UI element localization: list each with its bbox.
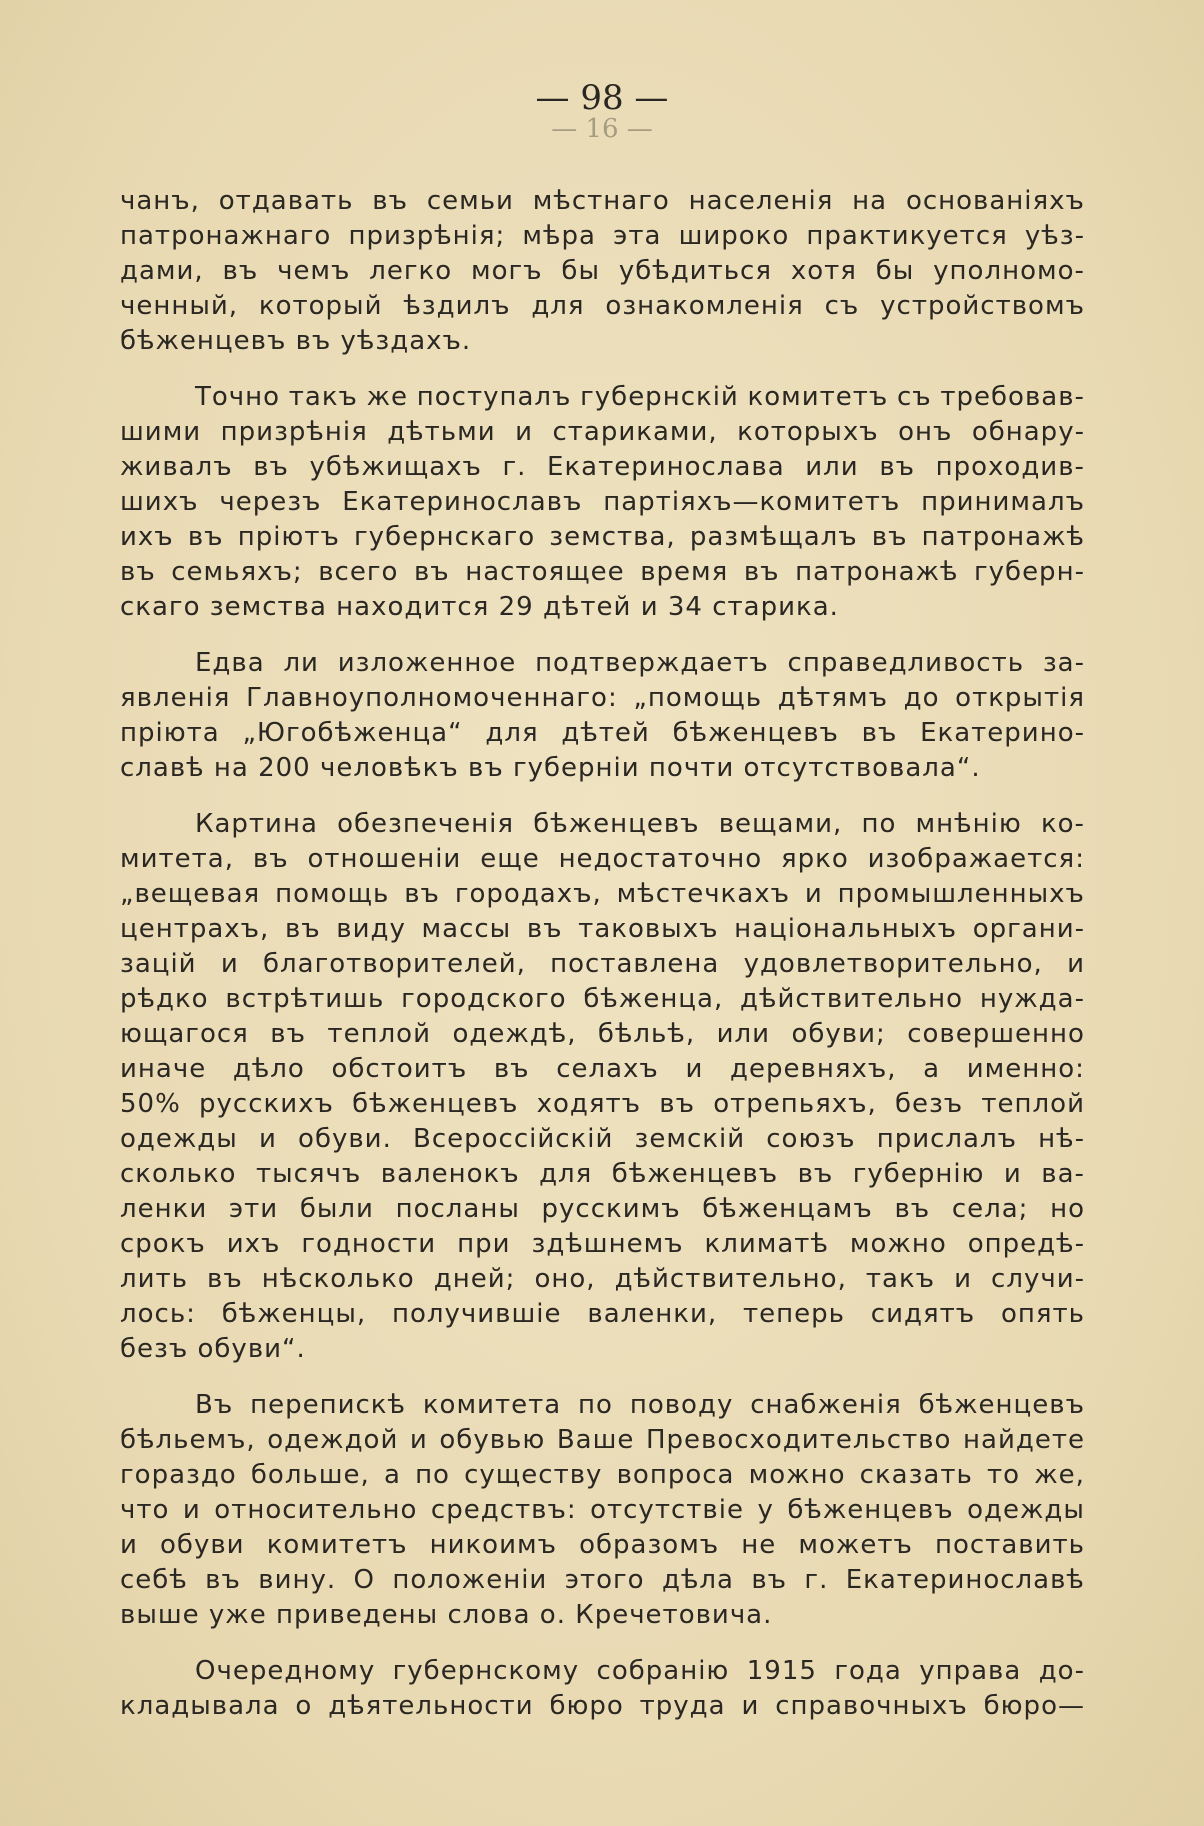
text-line: пріюта „Югобѣженца“ для дѣтей бѣженцевъ въ Екатерино- [120,718,1085,748]
text-line: кладывала о дѣятельности бюро труда и справочныхъ бюро— [120,1691,1085,1721]
paragraph-gap [120,625,1085,646]
text-line: и обуви комитетъ никоимъ образомъ не можетъ поставить [120,1530,1085,1560]
text-line: митета, въ отношеніи еще недостаточно ярко изображается: [120,844,1085,874]
text-line: одежды и обуви. Всероссійскій земскій союзъ прислалъ нѣ- [120,1124,1085,1154]
text-line: дами, въ чемъ легко могъ бы убѣдиться хотя бы уполномо- [120,256,1085,286]
text-line: гораздо больше, а по существу вопроса можно сказать то же, [120,1460,1085,1490]
text-line: рѣдко встрѣтишь городского бѣженца, дѣйствительно нужда- [120,984,1085,1014]
text-line: славѣ на 200 человѣкъ въ губерніи почти отсутствовала“. [120,753,981,783]
text-line: сколько тысячъ валенокъ для бѣженцевъ въ губернію и ва- [120,1159,1085,1189]
paragraph [120,1654,1085,1724]
paragraph-gap [120,786,1085,807]
text-line: срокъ ихъ годности при здѣшнемъ климатѣ можно опредѣ- [120,1229,1085,1259]
paragraph [120,380,1085,625]
text-line: чанъ, отдавать въ семьи мѣстнаго населенія на основаніяхъ [120,186,1085,216]
text-line: иначе дѣло обстоитъ въ селахъ и деревняхъ, а именно: [120,1054,1085,1084]
text-line: Картина обезпеченія бѣженцевъ вещами, по мнѣнію ко- [195,809,1085,839]
text-line: что и относительно средствъ: отсутствіе у бѣженцевъ одежды [120,1495,1085,1525]
text-line: ченный, который ѣздилъ для ознакомленія съ устройствомъ [120,291,1085,321]
text-line: скаго земства находится 29 дѣтей и 34 старика. [120,592,839,622]
text-line: патронажнаго призрѣнія; мѣра эта широко практикуется уѣз- [120,221,1085,251]
text-line: 50% русскихъ бѣженцевъ ходятъ въ отрепьяхъ, безъ теплой [120,1089,1085,1119]
paragraph-gap [120,359,1085,380]
text-line: центрахъ, въ виду массы въ таковыхъ національныхъ органи- [120,914,1085,944]
text-line: безъ обуви“. [120,1334,306,1364]
text-line: выше уже приведены слова о. Кречетовича. [120,1600,773,1630]
text-line: ющагося въ теплой одеждѣ, бѣльѣ, или обуви; совершенно [120,1019,1085,1049]
text-line: бѣльемъ, одеждой и обувью Ваше Превосходительство найдете [120,1425,1085,1455]
text-line: себѣ въ вину. О положеніи этого дѣла въ г. Екатеринославѣ [120,1565,1085,1595]
paragraph [120,646,1085,786]
text-line: Точно такъ же поступалъ губернскій комитетъ съ требовав- [195,382,1085,412]
text-line: ленки эти были посланы русскимъ бѣженцамъ въ села; но [120,1194,1085,1224]
text-line: Едва ли изложенное подтверждаетъ справедливость за- [195,648,1085,678]
text-line: Очередному губернскому собранію 1915 года управа до- [195,1656,1085,1686]
page-number: — 98 — [535,78,669,118]
text-line: Въ перепискѣ комитета по поводу снабженія бѣженцевъ [195,1390,1085,1420]
body-text [120,184,1085,1724]
paragraph-gap [120,1633,1085,1654]
text-line: въ семьяхъ; всего въ настоящее время въ патронажѣ губерн- [120,557,1085,587]
text-line: живалъ въ убѣжищахъ г. Екатеринослава или въ проходив- [120,452,1085,482]
ghost-page-number: — 16 — [551,114,653,144]
text-line: явленія Главноуполномоченнаго: „помощь дѣтямъ до открытія [120,683,1085,713]
paragraph [120,807,1085,1367]
text-line: зацій и благотворителей, поставлена удовлетворительно, и [120,949,1085,979]
paragraph [120,184,1085,359]
text-line: „вещевая помощь въ городахъ, мѣстечкахъ и промышленныхъ [120,879,1085,909]
paragraph-gap [120,1367,1085,1388]
text-line: бѣженцевъ въ уѣздахъ. [120,326,472,356]
text-line: шими призрѣнія дѣтьми и стариками, которыхъ онъ обнару- [120,417,1085,447]
text-line: лось: бѣженцы, получившіе валенки, теперь сидятъ опять [120,1299,1085,1329]
text-line: лить въ нѣсколько дней; оно, дѣйствительно, такъ и случи- [120,1264,1085,1294]
text-line: ихъ въ пріютъ губернскаго земства, размѣщалъ въ патронажѣ [120,522,1085,552]
paragraph [120,1388,1085,1633]
text-line: шихъ черезъ Екатеринославъ партіяхъ—комитетъ принималъ [120,487,1085,517]
